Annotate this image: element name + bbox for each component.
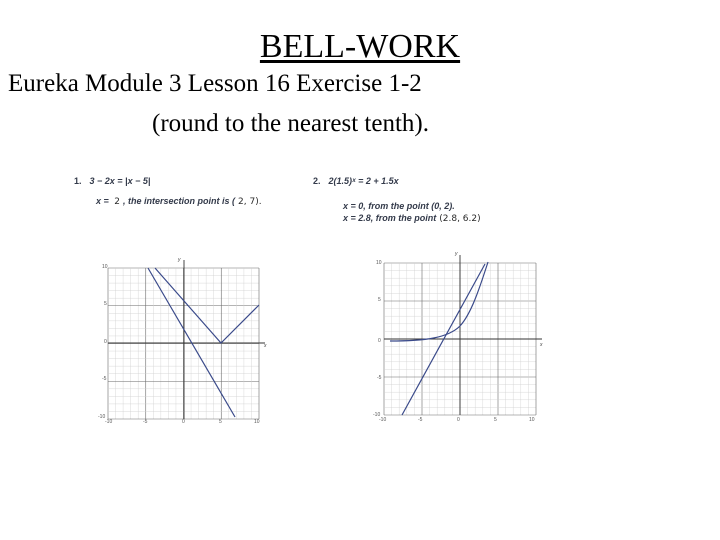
problem1-equation-row <box>74 176 150 186</box>
problem1-graph <box>90 255 280 430</box>
y-tick-label: 0 <box>378 338 381 344</box>
y-tick-label: 0 <box>104 339 107 345</box>
y-axis-name: y <box>178 257 181 263</box>
slide-subtitle-line1: Eureka Module 3 Lesson 16 Exercise 1-2 <box>8 70 422 97</box>
slide-subtitle-line2: (round to the nearest tenth). <box>152 110 429 137</box>
y-tick-label: 10 <box>102 264 108 270</box>
problem1-answer-row <box>96 196 265 207</box>
problem1-answer-value: 2 <box>114 197 121 207</box>
x-tick-label: -10 <box>379 417 387 423</box>
x-axis-name: x <box>540 342 543 348</box>
x-tick-label: -5 <box>418 417 423 423</box>
x-axis-name: x <box>264 343 267 349</box>
x-tick-label: 0 <box>182 419 185 425</box>
x-tick-label: 5 <box>494 417 497 423</box>
problem2-answer2-prefix: x = 2.8, from the point <box>343 213 437 223</box>
problem2-graph <box>370 250 550 425</box>
problem2-number: 2. <box>313 176 321 186</box>
y-tick-label: -10 <box>373 412 381 418</box>
y-tick-label: -5 <box>102 376 107 382</box>
x-tick-label: 10 <box>254 419 260 425</box>
problem2-answer2-point: (2.8, 6.2) <box>439 214 481 224</box>
problem1-answer-text: , the intersection point is ( <box>123 196 236 206</box>
problem1-answer-prefix: x = <box>96 196 109 206</box>
problem1-equation: 3 − 2x = |x − 5| <box>89 176 151 186</box>
y-axis-name: y <box>455 251 458 257</box>
grid <box>384 255 542 415</box>
y-tick-label: 5 <box>104 301 107 307</box>
problem2-answer1: x = 0, from the point (0, 2). <box>343 201 455 211</box>
problem2-equation-row <box>313 176 399 186</box>
x-tick-label: 0 <box>457 417 460 423</box>
x-tick-label: -10 <box>105 419 113 425</box>
y-tick-label: 5 <box>378 297 381 303</box>
y-tick-label: -10 <box>98 414 106 420</box>
problem2-answer2-row <box>343 213 484 224</box>
problem1-number: 1. <box>74 176 82 186</box>
exponential-curve <box>390 262 488 341</box>
slide-title: BELL-WORK <box>259 28 461 65</box>
x-tick-label: -5 <box>143 419 148 425</box>
x-tick-label: 5 <box>219 419 222 425</box>
x-tick-label: 10 <box>529 417 535 423</box>
grid <box>108 260 265 419</box>
problem2-equation: 2(1.5)ˣ = 2 + 1.5x <box>328 176 399 186</box>
problem1-answer-point: 2, 7). <box>238 197 262 207</box>
y-tick-label: 10 <box>376 260 382 266</box>
y-tick-label: -5 <box>377 375 382 381</box>
